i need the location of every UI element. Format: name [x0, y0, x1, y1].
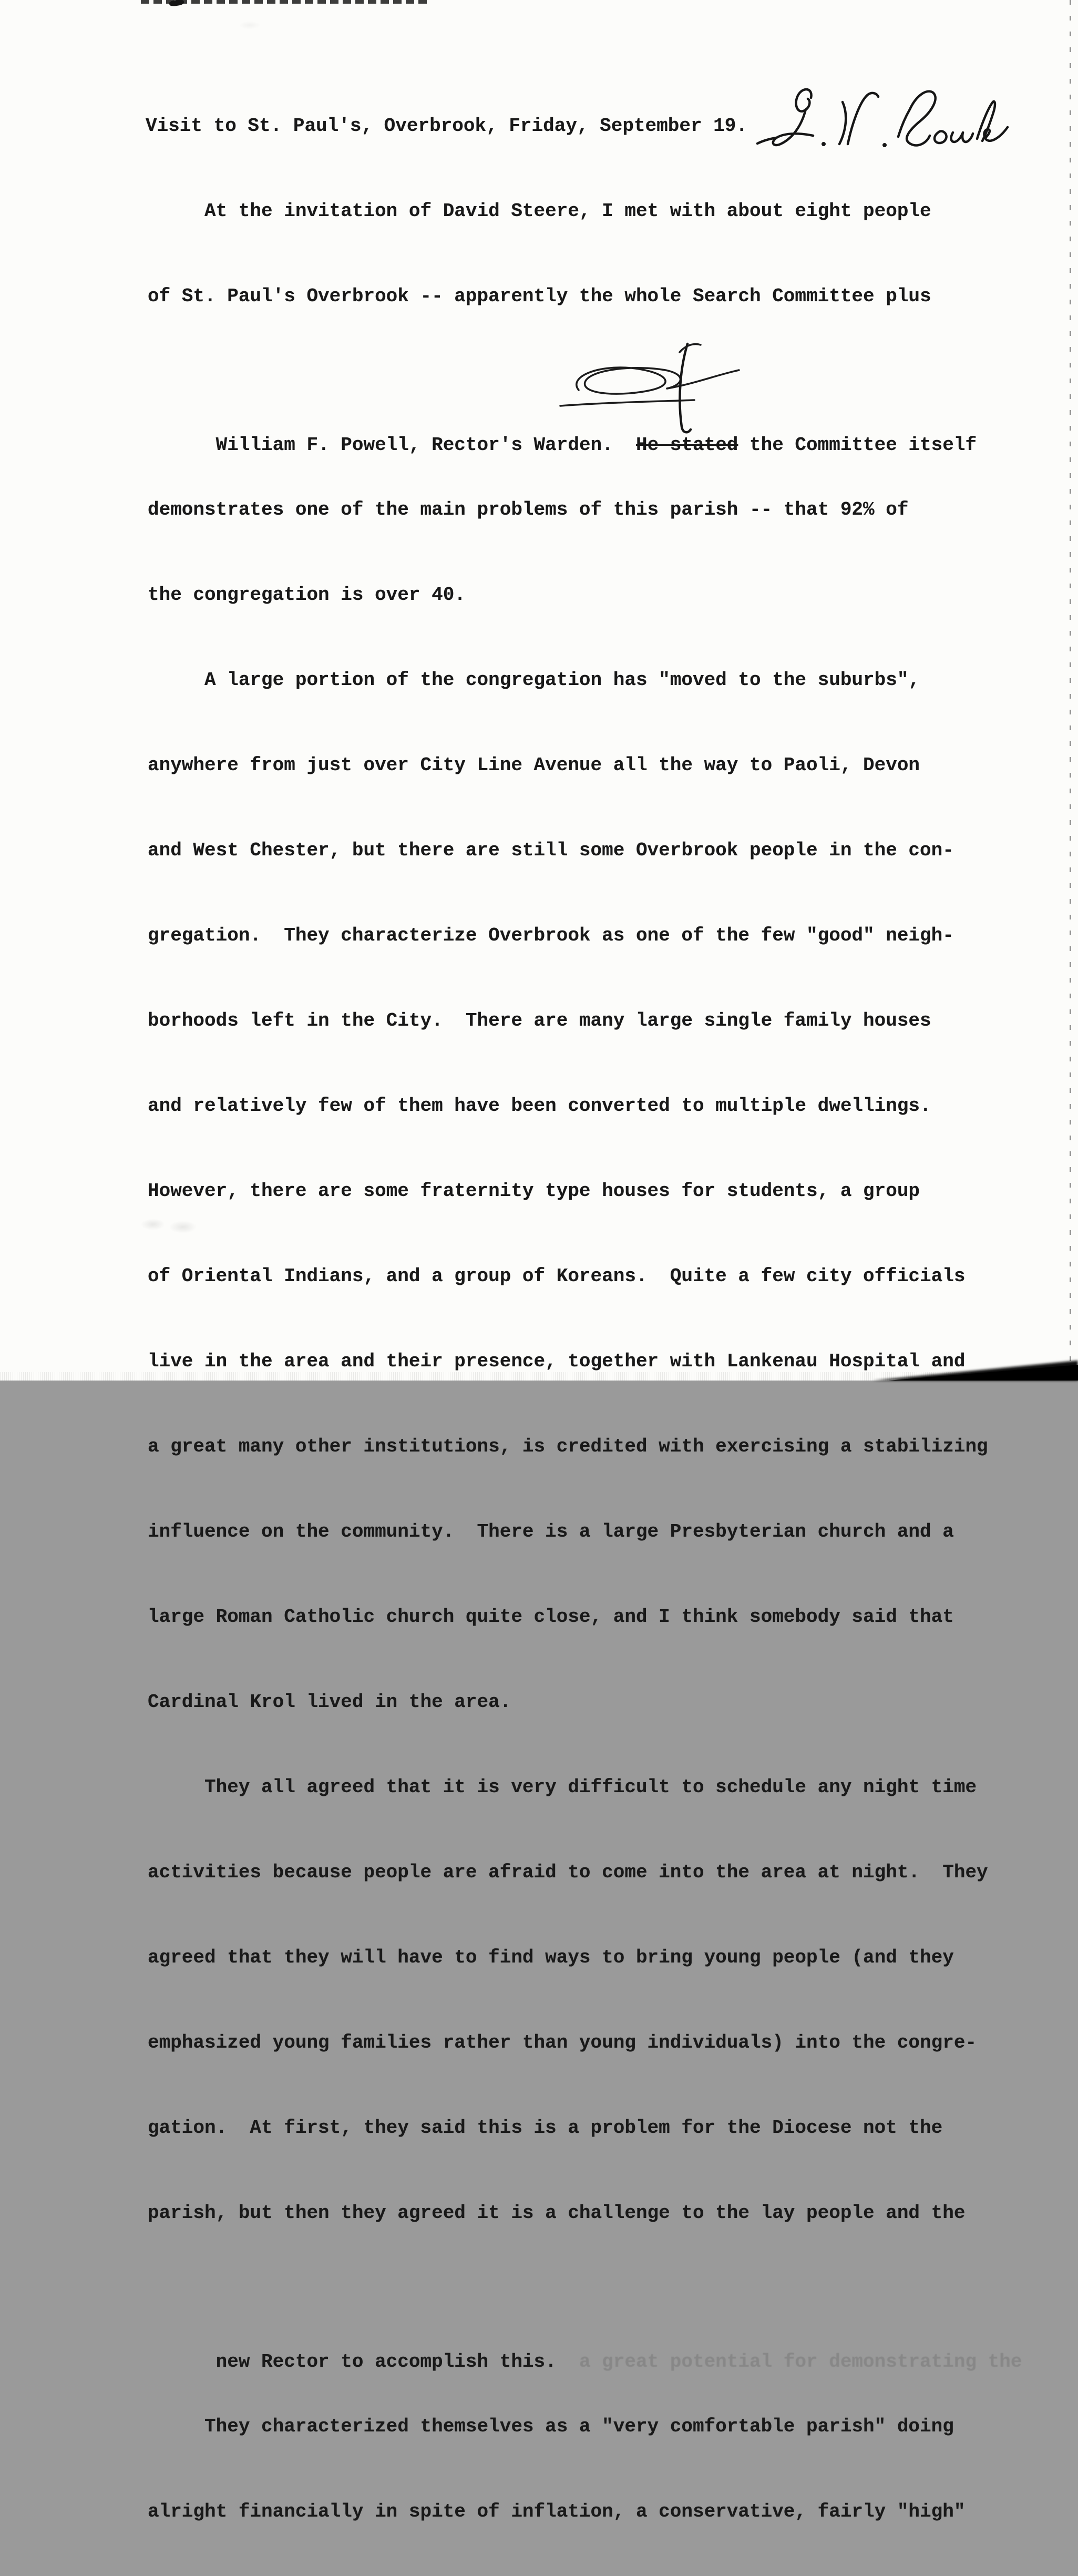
- typed-line: demonstrates one of the main problems of this parish -- that 92% of: [148, 499, 909, 520]
- typed-line-with-erasure: [148, 2299, 1022, 2373]
- typed-line: At the invitation of David Steere, I met with about eight people: [148, 200, 931, 222]
- typed-line: the congregation is over 40.: [148, 584, 466, 606]
- typed-line: emphasized young families rather than young individuals) into the congre-: [148, 2032, 977, 2053]
- typed-line: However, there are some fraternity type houses for students, a group: [148, 1180, 920, 1202]
- typed-text: new Rector to accomplish this.: [215, 2351, 557, 2373]
- typed-line: activities because people are afraid to come into the area at night. They: [148, 1862, 988, 1883]
- handwritten-scribble: [537, 338, 863, 448]
- typed-line: They all agreed that it is very difficult to schedule any night time: [148, 1776, 977, 1798]
- typed-line: large Roman Catholic church quite close, and I think somebody said that: [148, 1606, 954, 1628]
- scan-artifact-corner-wedge: [868, 1354, 1078, 1381]
- strikethrough-text: He stated: [635, 434, 738, 456]
- typed-line: Cardinal Krol lived in the area.: [148, 1691, 511, 1713]
- erased-ghost-text: a great potential for demonstrating the: [556, 2351, 1022, 2373]
- scan-artifact-top-blob: [169, 0, 184, 7]
- scan-smudge: [239, 21, 260, 29]
- typed-line: agreed that they will have to find ways to bring young people (and they: [148, 1947, 954, 1968]
- scan-artifact-right-edge: [1070, 0, 1071, 1381]
- typed-line: alright financially in spite of inflation, a conservative, fairly "high": [148, 2501, 966, 2522]
- typed-line: gregation. They characterize Overbrook as one of the few "good" neigh-: [148, 925, 954, 946]
- typed-line-with-edit: [148, 382, 1022, 456]
- typed-line: influence on the community. There is a large Presbyterian church and a: [148, 1521, 954, 1542]
- typed-line: parish, but then they agreed it is a challenge to the lay people and the: [148, 2202, 966, 2224]
- typed-text: William F. Powell, Rector's Warden.: [215, 434, 636, 456]
- typed-line: They characterized themselves as a "very comfortable parish" doing: [148, 2416, 954, 2437]
- typed-text: the Committee itself: [738, 434, 977, 456]
- typed-line: of St. Paul's Overbrook -- apparently the whole Search Committee plus: [148, 285, 931, 307]
- typed-line: a great many other institutions, is credited with exercising a stabilizing: [148, 1436, 988, 1457]
- typed-line: live in the area and their presence, together with Lankenau Hospital and: [148, 1351, 966, 1372]
- typed-line: of Oriental Indians, and a group of Koreans. Quite a few city officials: [148, 1265, 966, 1287]
- page-title: Visit to St. Paul's, Overbrook, Friday, September 19.: [146, 115, 747, 137]
- typed-line: gation. At first, they said this is a problem for the Diocese not the: [148, 2117, 943, 2139]
- typed-line: anywhere from just over City Line Avenue all the way to Paoli, Devon: [148, 754, 920, 776]
- typed-line: A large portion of the congregation has "moved to the suburbs",: [148, 669, 920, 691]
- typed-line: borhoods left in the City. There are many large single family houses: [148, 1010, 931, 1031]
- typed-line: and relatively few of them have been converted to multiple dwellings.: [148, 1095, 931, 1117]
- typed-line: and West Chester, but there are still some Overbrook people in the con-: [148, 840, 954, 861]
